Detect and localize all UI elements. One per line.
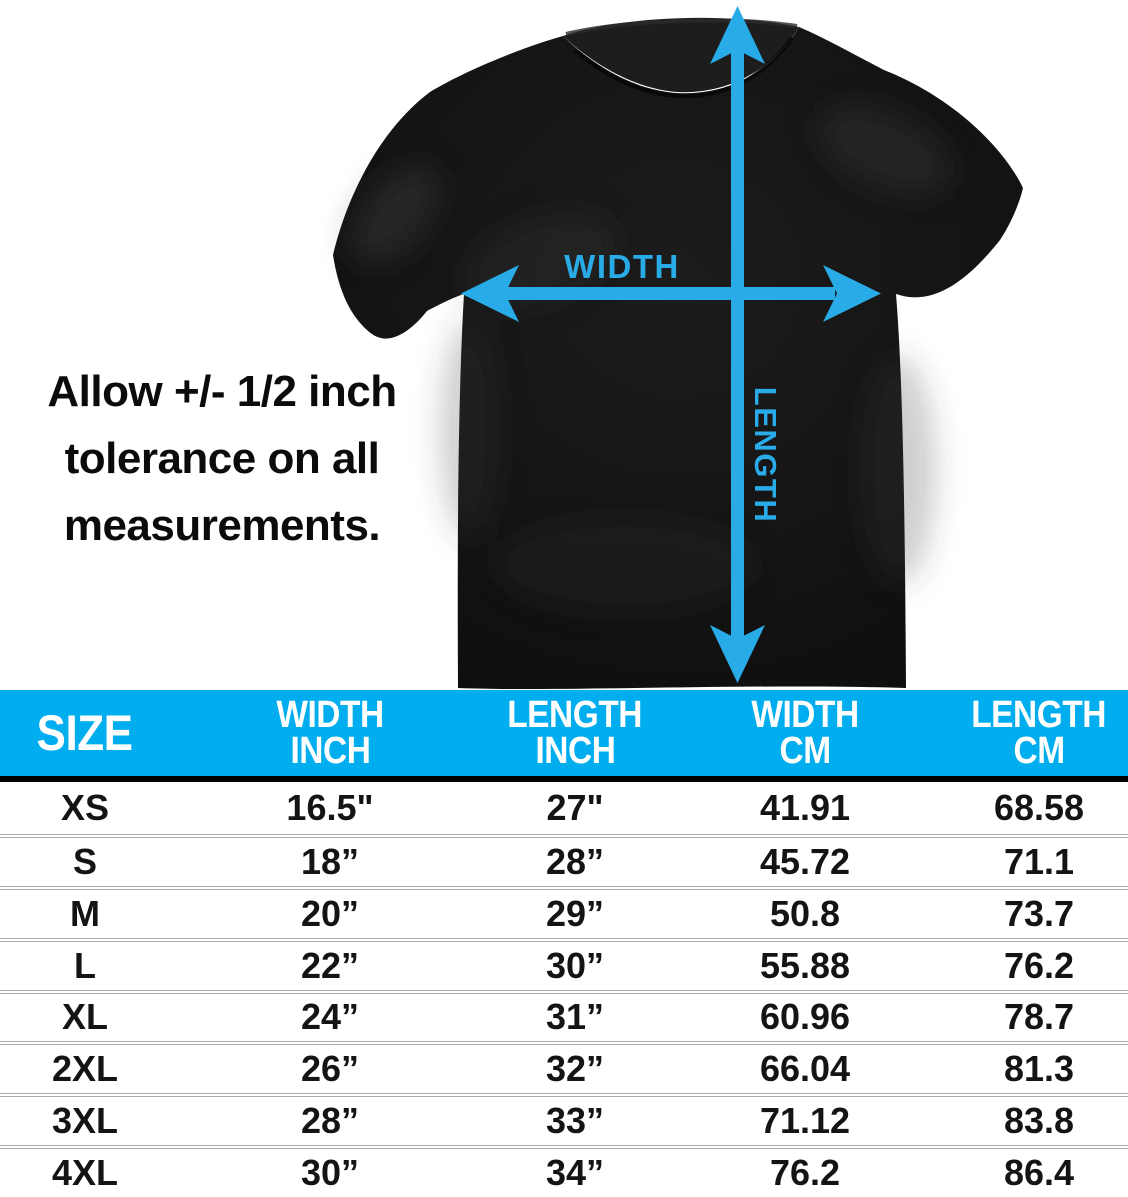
table-row-3xl bbox=[0, 1093, 1128, 1145]
length-cm-cell: 83.8 bbox=[1003, 1100, 1075, 1142]
length-inch-cell: 28” bbox=[545, 840, 605, 882]
length-cm-cell: 71.1 bbox=[1003, 840, 1075, 882]
width-inch-cell: 22” bbox=[300, 944, 360, 986]
col-header-width-inch: WIDTH INCH bbox=[276, 694, 384, 772]
size-cell: XS bbox=[60, 786, 110, 828]
table-row-m bbox=[0, 886, 1128, 938]
tshirt-shape bbox=[333, 18, 1023, 689]
width-cm-cell: 76.2 bbox=[769, 1152, 841, 1194]
width-cm-cell: 71.12 bbox=[759, 1100, 851, 1142]
width-cm-cell: 60.96 bbox=[759, 996, 851, 1038]
size-cell: 2XL bbox=[51, 1048, 119, 1090]
size-cell: 3XL bbox=[51, 1100, 119, 1142]
width-inch-cell: 30” bbox=[300, 1152, 360, 1194]
width-inch-cell: 26” bbox=[300, 1048, 360, 1090]
length-inch-cell: 34” bbox=[545, 1152, 605, 1194]
length-inch-cell: 30” bbox=[545, 944, 605, 986]
length-inch-cell: 33” bbox=[545, 1100, 605, 1142]
width-inch-cell: 16.5" bbox=[286, 786, 374, 828]
table-row-l bbox=[0, 938, 1128, 990]
width-inch-cell: 24” bbox=[300, 996, 360, 1038]
length-inch-cell: 29” bbox=[545, 892, 605, 934]
col-header-size: SIZE bbox=[36, 705, 134, 761]
size-table-header bbox=[0, 690, 1128, 776]
length-cm-cell: 78.7 bbox=[1003, 996, 1075, 1038]
width-cm-cell: 50.8 bbox=[769, 892, 841, 934]
width-inch-cell: 18” bbox=[300, 840, 360, 882]
table-row-s bbox=[0, 834, 1128, 886]
tolerance-note-line: Allow +/- 1/2 inch bbox=[47, 367, 397, 416]
table-row-2xl bbox=[0, 1041, 1128, 1093]
size-cell: M bbox=[70, 892, 100, 934]
col-header-width-cm: WIDTH CM bbox=[751, 694, 859, 772]
tolerance-note-line: tolerance on all bbox=[64, 434, 380, 483]
length-cm-cell: 86.4 bbox=[1003, 1152, 1075, 1194]
size-cell: 4XL bbox=[51, 1152, 119, 1194]
width-arrow-label: WIDTH bbox=[564, 248, 680, 285]
length-inch-cell: 31” bbox=[545, 996, 605, 1038]
width-cm-cell: 66.04 bbox=[759, 1048, 851, 1090]
width-cm-cell: 45.72 bbox=[759, 840, 851, 882]
length-inch-cell: 27" bbox=[546, 786, 604, 828]
tolerance-note-line: measurements. bbox=[63, 501, 381, 550]
length-cm-cell: 76.2 bbox=[1003, 944, 1075, 986]
length-inch-cell: 32” bbox=[545, 1048, 605, 1090]
table-row-xs bbox=[0, 782, 1128, 834]
table-row-xl bbox=[0, 990, 1128, 1042]
width-cm-cell: 55.88 bbox=[759, 944, 851, 986]
width-inch-cell: 20” bbox=[300, 892, 360, 934]
col-header-length-inch: LENGTH INCH bbox=[507, 694, 643, 772]
length-cm-cell: 73.7 bbox=[1003, 892, 1075, 934]
size-table-body bbox=[0, 782, 1128, 1197]
width-cm-cell: 41.91 bbox=[759, 786, 851, 828]
width-inch-cell: 28” bbox=[300, 1100, 360, 1142]
tolerance-note bbox=[0, 358, 444, 559]
size-cell: L bbox=[74, 944, 96, 986]
length-cm-cell: 81.3 bbox=[1003, 1048, 1075, 1090]
size-table bbox=[0, 690, 1128, 1197]
size-cell: S bbox=[72, 840, 97, 882]
col-header-length-cm: LENGTH CM bbox=[971, 694, 1107, 772]
length-arrow-label: LENGTH bbox=[748, 386, 783, 524]
length-cm-cell: 68.58 bbox=[993, 786, 1085, 828]
table-row-4xl bbox=[0, 1145, 1128, 1197]
size-cell: XL bbox=[61, 996, 108, 1038]
